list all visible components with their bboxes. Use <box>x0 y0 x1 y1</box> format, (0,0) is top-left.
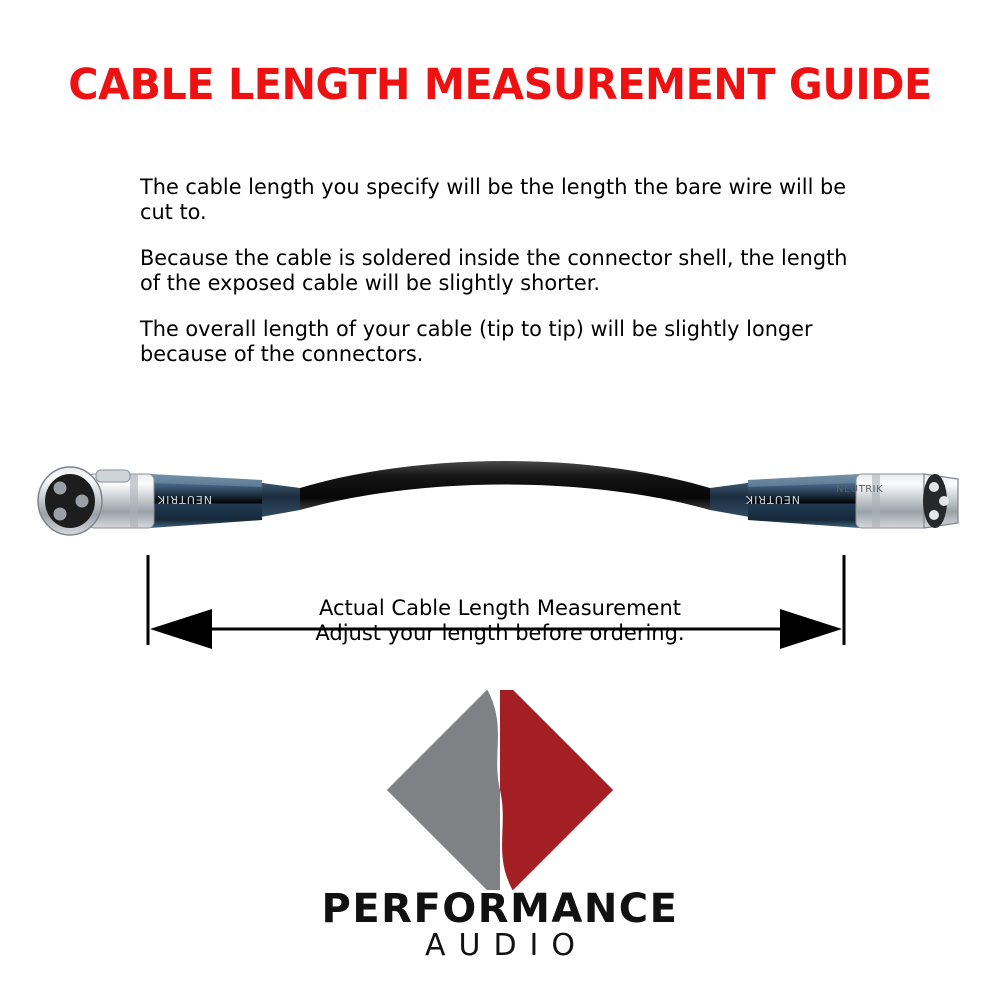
cable-body <box>300 461 710 510</box>
brand-subtitle: AUDIO <box>424 928 589 963</box>
paragraph-3: The overall length of your cable (tip to tip) will be slightly longer because of the connectors. <box>140 317 813 367</box>
brand-name: PERFORMANCE <box>321 886 679 932</box>
paragraph-2: Because the cable is soldered inside the connector shell, the length of the exposed cable will be slightly shorter. <box>140 246 848 296</box>
measurement-labels <box>0 596 1000 646</box>
paragraph-1: The cable length you specify will be the length the bare wire will be cut to. <box>140 175 847 225</box>
measurement-line-label: Actual Cable Length Measurement <box>318 596 682 620</box>
page-title: CABLE LENGTH MEASUREMENT GUIDE <box>68 60 932 110</box>
intro-text-block <box>140 176 870 367</box>
male-xlr-connector <box>710 474 958 528</box>
performance-audio-logo-mark <box>0 690 1000 890</box>
male-barrel-brand-label: NEUTRIK <box>836 484 884 495</box>
measurement-sub-label: Adjust your length before ordering. <box>315 620 685 645</box>
male-connector-brand-label: NEUTRIK <box>744 493 800 506</box>
female-xlr-connector <box>38 467 300 535</box>
female-connector-brand-label: NEUTRIK <box>156 493 212 506</box>
